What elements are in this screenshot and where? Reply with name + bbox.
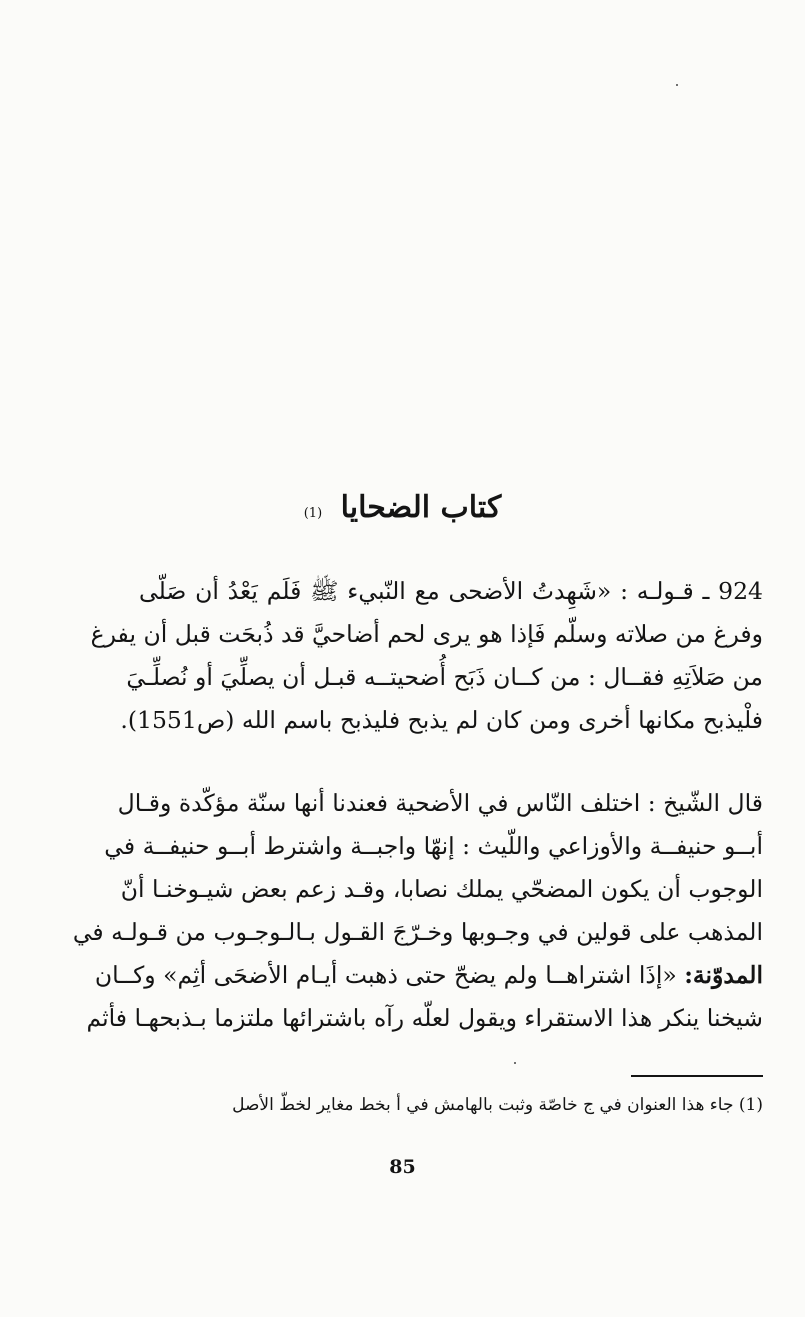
paragraph-line: [94, 954, 763, 997]
paragraph-line: الوجوب أن يكون المضحّي يملك نصابا، وقـد زعم بعض شيـوخنـا أنّ: [120, 875, 763, 903]
scan-speck: [676, 84, 678, 86]
paragraph-line: أبــو حنيفــة والأوزاعي واللّيث : إنهّا واجبــة واشترط أبــو حنيفــة في: [104, 832, 763, 860]
paragraph-line: المذهب على قولين في وجـوبها وخـرّجَ القـول بـالـوجـوب من قـولـه في: [72, 918, 763, 946]
chapter-title-text: كتاب الضحايا: [340, 490, 502, 525]
footnote-separator: [631, 1075, 763, 1077]
commentary-paragraph: [72, 782, 763, 1040]
paragraph-line: شيخنا ينكر هذا الاستقراء ويقول لعلّه رآه باشترائها ملتزما بـذبحهـا فأثم: [86, 1004, 763, 1032]
paragraph-line: من صَلاَتِهِ فقــال : من كــان ذَبَح أُضحيتــه قبـل أن يصلِّيَ أو نُصلِّـيَ: [126, 663, 763, 691]
paragraph-line: قال الشّيخ : اختلف النّاس في الأضحية فعندنا أنها سنّة مؤكّدة وقـال: [117, 789, 763, 817]
chapter-title: [0, 486, 805, 536]
paragraph-line-text: «إذَا اشتراهــا ولم يضحّ حتى ذهبت أيـام الأضحَى أثِم» وكــان: [94, 961, 685, 989]
scan-speck: [514, 1062, 516, 1064]
paragraph-line: 924 ـ قـولـه : «شَهِدتُ الأضحى مع النّبيء ﷺ فَلَم يَعْدُ أن صَلّى: [139, 577, 763, 605]
footnote-reference: (1): [303, 506, 323, 521]
paragraph-line: وفرغ من صلاته وسلّم فَإذا هو يرى لحم أضاحيَّ قد ذُبحَت قبل أن يفرغ: [90, 620, 763, 648]
page-number: 85: [389, 1156, 416, 1178]
paragraph-line: فلْيذبح مكانها أخرى ومن كان لم يذبح فليذبح باسم الله (ص1551).: [120, 706, 763, 734]
hadith-paragraph: [90, 570, 763, 742]
footnote: (1) جاء هذا العنوان في ج خاصّة وثبت بالهامش في أ بخط مغاير لخطّ الأصل: [232, 1095, 763, 1115]
bold-source-name: المدوّنة:: [684, 961, 763, 989]
